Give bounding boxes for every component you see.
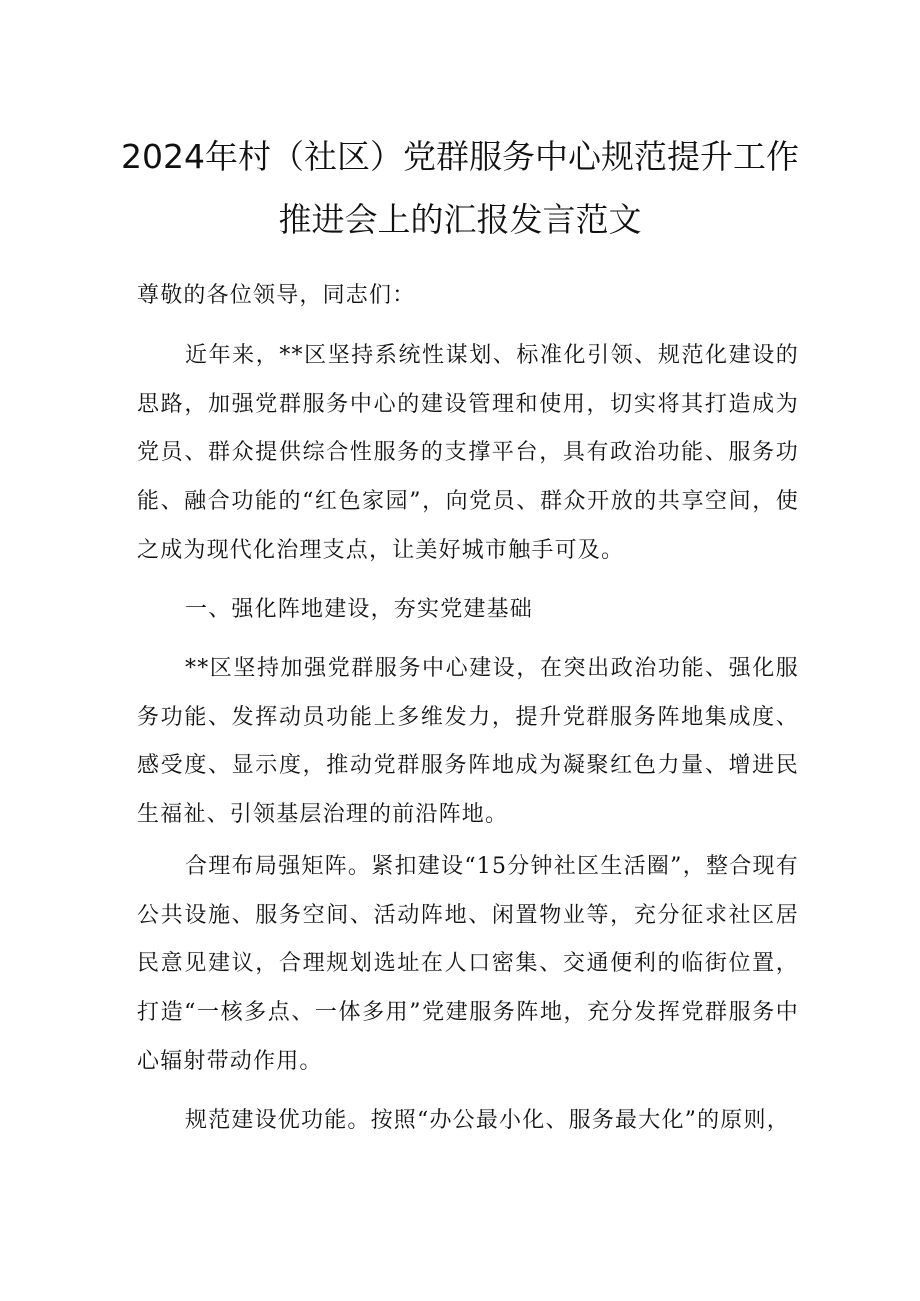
section-heading-1: 一、强化阵地建设，夯实党建基础 (185, 597, 534, 622)
greeting: 尊敬的各位领导，同志们： (137, 283, 416, 308)
document-title-line-1: 2024年村（社区）党群服务中心规范提升工作 (121, 137, 799, 176)
document-title-line-2: 推进会上的汇报发言范文 (278, 200, 642, 239)
paragraph-layout-matrix: 合理布局强矩阵。紧扣建设“15分钟社区生活圈”，整合现有公共设施、服务空间、活动阵地、闲置物业等，充分征求社区居民意见建议，合理规划选址在人口密集、交通便利的临街位置，打造“一核多点、一体多用”党建服务阵地，充分发挥党群服务中心辐射带动作用。 (137, 854, 799, 1074)
paragraph-standard-construction: 规范建设优功能。按照“办公最小化、服务最大化”的原则， (185, 1108, 790, 1133)
paragraph-intro: 近年来，**区坚持系统性谋划、标准化引领、规范化建设的思路，加强党群服务中心的建设管理和使用，切实将其打造成为党员、群众提供综合性服务的支撑平台，具有政治功能、服务功能、融合功能的“红色家园”，向党员、群众开放的共享空间，使之成为现代化治理支点，让美好城市触手可及。 (137, 343, 799, 563)
paragraph-section-1: **区坚持加强党群服务中心建设，在突出政治功能、强化服务功能、发挥动员功能上多维发力，提升党群服务阵地集成度、感受度、显示度，推动党群服务阵地成为凝聚红色力量、增进民生福祉、引领基层治理的前沿阵地。 (137, 656, 799, 828)
